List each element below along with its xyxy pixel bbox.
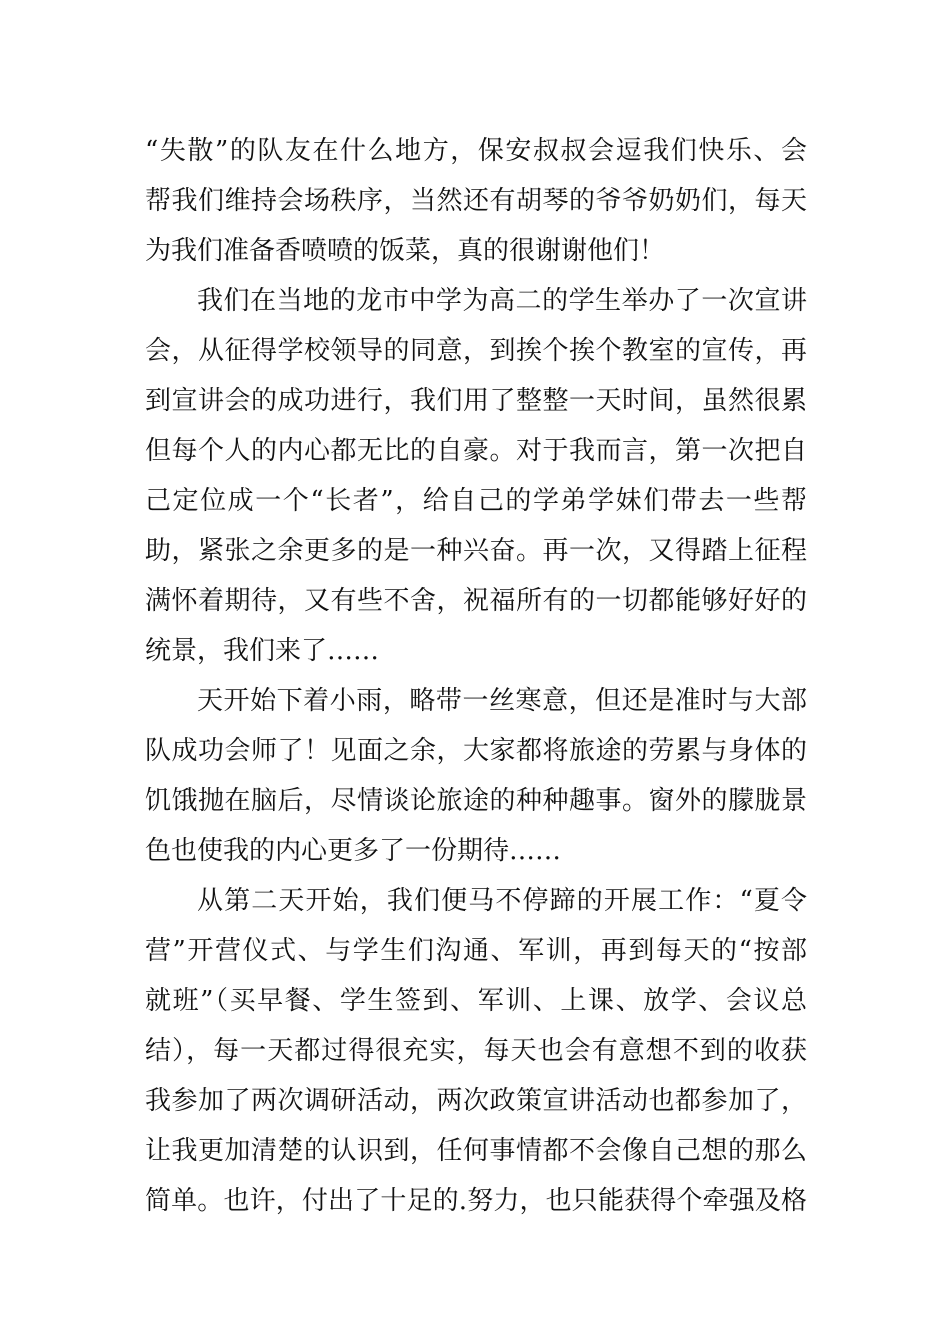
text-line: 简单。也许，付出了十足的.努力，也只能获得个牵强及格 bbox=[145, 1186, 807, 1216]
text-line: 我们在当地的龙市中学为高二的学生举办了一次宣讲 bbox=[197, 286, 807, 316]
text-line: 饥饿抛在脑后，尽情谈论旅途的种种趣事。窗外的朦胧景 bbox=[145, 786, 807, 816]
text-line: 助，紧张之余更多的是一种兴奋。再一次，又得踏上征程 bbox=[145, 536, 807, 566]
text-line: 让我更加清楚的认识到，任何事情都不会像自己想的那么 bbox=[145, 1136, 807, 1166]
paragraph bbox=[145, 676, 807, 876]
text-line: 帮我们维持会场秩序，当然还有胡琴的爷爷奶奶们，每天 bbox=[145, 186, 807, 216]
text-line: 己定位成一个“长者”，给自己的学弟学妹们带去一些帮 bbox=[145, 486, 807, 516]
text-line: 满怀着期待，又有些不舍，祝福所有的一切都能够好好的 bbox=[145, 586, 807, 616]
paragraph bbox=[145, 876, 807, 1226]
text-line: 到宣讲会的成功进行，我们用了整整一天时间，虽然很累 bbox=[145, 386, 807, 416]
text-line: “失散”的队友在什么地方，保安叔叔会逗我们快乐、会 bbox=[145, 136, 807, 166]
text-line: 为我们准备香喷喷的饭菜，真的很谢谢他们！ bbox=[145, 236, 666, 266]
paragraph bbox=[145, 126, 807, 276]
text-line: 统景，我们来了…… bbox=[145, 636, 380, 666]
text-line: 队成功会师了！见面之余，大家都将旅途的劳累与身体的 bbox=[145, 736, 807, 766]
text-line: 但每个人的内心都无比的自豪。对于我而言，第一次把自 bbox=[145, 436, 807, 466]
text-line: 色也使我的内心更多了一份期待…… bbox=[145, 836, 562, 866]
text-line: 就班”（买早餐、学生签到、军训、上课、放学、会议总 bbox=[145, 986, 807, 1016]
text-line: 结），每一天都过得很充实，每天也会有意想不到的收获 bbox=[145, 1036, 807, 1066]
text-line: 我参加了两次调研活动，两次政策宣讲活动也都参加了， bbox=[145, 1086, 807, 1116]
body-text bbox=[145, 126, 807, 1226]
text-line: 从第二天开始，我们便马不停蹄的开展工作：“夏令 bbox=[197, 886, 807, 916]
text-line: 天开始下着小雨，略带一丝寒意，但还是准时与大部 bbox=[197, 686, 807, 716]
text-line: 会，从征得学校领导的同意，到挨个挨个教室的宣传，再 bbox=[145, 336, 807, 366]
text-line: 营”开营仪式、与学生们沟通、军训，再到每天的“按部 bbox=[145, 936, 807, 966]
paragraph bbox=[145, 276, 807, 676]
